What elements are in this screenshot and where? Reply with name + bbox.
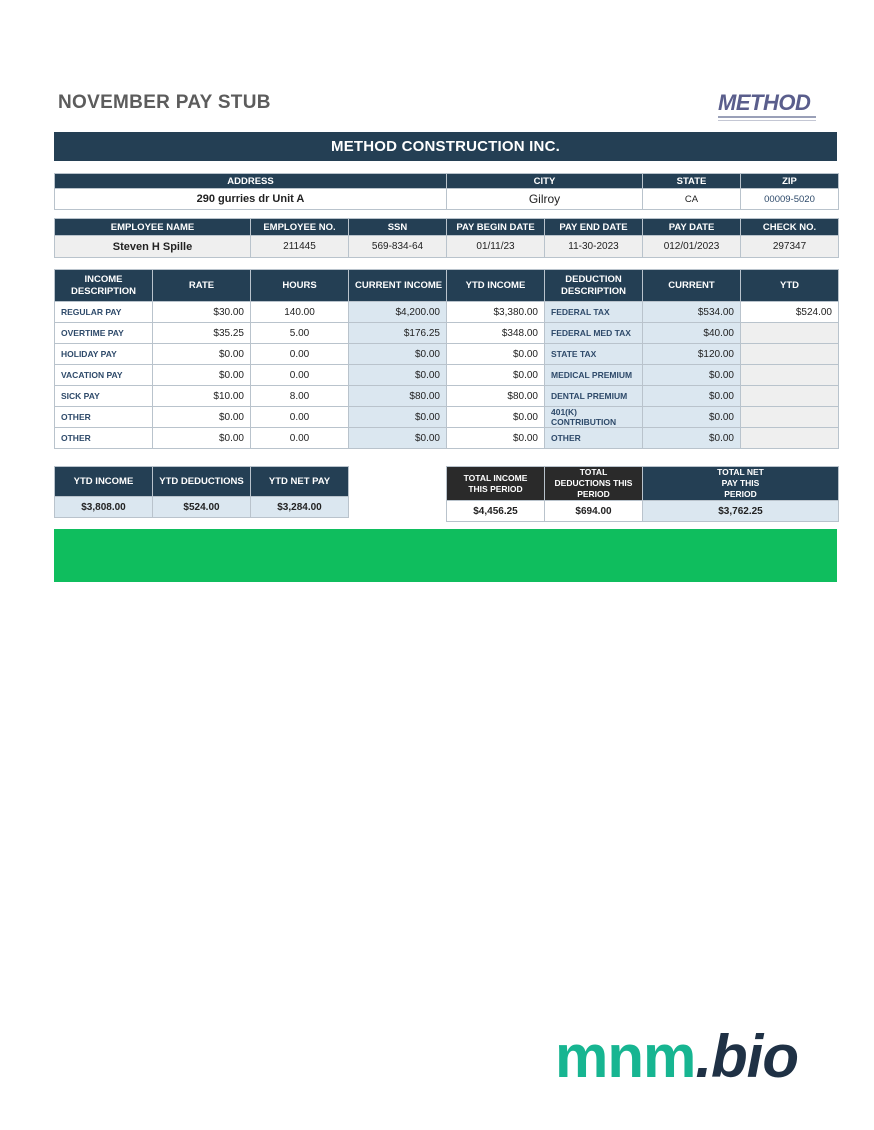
logo-underline [718,116,816,118]
employee-no-header: EMPLOYEE NO. [251,219,349,236]
ytd-income-value: $80.00 [447,386,545,407]
total-deductions-header: TOTAL DEDUCTIONS THIS PERIOD [545,467,643,501]
income-description: OTHER [55,428,153,449]
period-summary-table [446,466,839,522]
deduction-desc-header: DEDUCTION DESCRIPTION [545,270,643,302]
watermark-suffix: .bio [695,1023,798,1090]
rate-value: $35.25 [153,323,251,344]
watermark-main: mnm [555,1023,696,1090]
pay-end-value: 11-30-2023 [545,236,643,258]
table-row [55,344,839,365]
employee-name-header: EMPLOYEE NAME [55,219,251,236]
ytd-income-value: $348.00 [447,323,545,344]
ytd-income-summary-value: $3,808.00 [55,497,153,518]
ssn-value: 569-834-64 [349,236,447,258]
pay-begin-header: PAY BEGIN DATE [447,219,545,236]
current-deduction-value: $534.00 [643,302,741,323]
hours-value: 140.00 [251,302,349,323]
rate-value: $0.00 [153,365,251,386]
current-income-value: $0.00 [349,344,447,365]
table-row [55,386,839,407]
current-income-value: $80.00 [349,386,447,407]
current-income-value: $176.25 [349,323,447,344]
table-row [55,407,839,428]
hours-value: 0.00 [251,365,349,386]
ytd-income-value: $0.00 [447,344,545,365]
city-value: Gilroy [447,189,643,210]
ytd-income-summary-header: YTD INCOME [55,467,153,497]
ytd-net-pay-value: $3,284.00 [251,497,349,518]
ytd-deduction-value [741,323,839,344]
income-description: OVERTIME PAY [55,323,153,344]
address-table [54,173,839,210]
ytd-income-value: $0.00 [447,407,545,428]
table-row [55,365,839,386]
employee-no-value: 211445 [251,236,349,258]
green-footer-bar [54,529,837,582]
hours-value: 5.00 [251,323,349,344]
income-desc-header: INCOME DESCRIPTION [55,270,153,302]
state-header: STATE [643,174,741,189]
deduction-description: OTHER [545,428,643,449]
ssn-header: SSN [349,219,447,236]
zip-value: 00009-5020 [741,189,839,210]
ytd-deduction-value [741,344,839,365]
current-income-header: CURRENT INCOME [349,270,447,302]
deduction-description: STATE TAX [545,344,643,365]
total-deductions-value: $694.00 [545,501,643,522]
ytd-deduction-header: YTD [741,270,839,302]
income-description: REGULAR PAY [55,302,153,323]
company-logo [718,92,816,122]
ytd-deduction-value [741,407,839,428]
check-no-value: 297347 [741,236,839,258]
rate-value: $0.00 [153,407,251,428]
address-value: 290 gurries dr Unit A [55,189,447,210]
total-net-pay-header: TOTAL NET PAY THIS PERIOD [643,467,839,501]
ytd-income-header: YTD INCOME [447,270,545,302]
city-header: CITY [447,174,643,189]
ytd-deductions-value: $524.00 [153,497,251,518]
ytd-net-pay-header: YTD NET PAY [251,467,349,497]
hours-value: 8.00 [251,386,349,407]
rate-header: RATE [153,270,251,302]
page-title: NOVEMBER PAY STUB [58,92,271,113]
current-deduction-value: $0.00 [643,365,741,386]
income-description: SICK PAY [55,386,153,407]
income-description: HOLIDAY PAY [55,344,153,365]
hours-value: 0.00 [251,428,349,449]
current-deduction-value: $0.00 [643,428,741,449]
ytd-deductions-header: YTD DEDUCTIONS [153,467,251,497]
ytd-deduction-value [741,365,839,386]
rate-value: $0.00 [153,428,251,449]
ytd-income-value: $0.00 [447,428,545,449]
deduction-description: FEDERAL TAX [545,302,643,323]
ytd-summary-table [54,466,349,518]
rate-value: $30.00 [153,302,251,323]
total-income-header: TOTAL INCOME THIS PERIOD [447,467,545,501]
pay-date-value: 012/01/2023 [643,236,741,258]
employee-name-value: Steven H Spille [55,236,251,258]
current-income-value: $4,200.00 [349,302,447,323]
state-value: CA [643,189,741,210]
total-net-pay-value: $3,762.25 [643,501,839,522]
deduction-description: FEDERAL MED TAX [545,323,643,344]
pay-end-header: PAY END DATE [545,219,643,236]
watermark [555,1022,798,1092]
total-income-value: $4,456.25 [447,501,545,522]
table-row [55,302,839,323]
current-income-value: $0.00 [349,428,447,449]
current-deduction-header: CURRENT [643,270,741,302]
earnings-deductions-table [54,269,839,449]
ytd-deduction-value [741,386,839,407]
deduction-description: DENTAL PREMIUM [545,386,643,407]
current-deduction-value: $0.00 [643,386,741,407]
current-deduction-value: $40.00 [643,323,741,344]
rate-value: $0.00 [153,344,251,365]
income-description: OTHER [55,407,153,428]
table-row [55,428,839,449]
hours-value: 0.00 [251,344,349,365]
rate-value: $10.00 [153,386,251,407]
address-header: ADDRESS [55,174,447,189]
ytd-income-value: $0.00 [447,365,545,386]
ytd-deduction-value: $524.00 [741,302,839,323]
ytd-deduction-value [741,428,839,449]
income-description: VACATION PAY [55,365,153,386]
logo-underline-secondary [718,120,816,121]
hours-header: HOURS [251,270,349,302]
logo-text: METHOD [718,90,811,115]
deduction-description: MEDICAL PREMIUM [545,365,643,386]
pay-begin-value: 01/11/23 [447,236,545,258]
ytd-income-value: $3,380.00 [447,302,545,323]
deduction-description: 401(K) CONTRIBUTION [545,407,643,428]
hours-value: 0.00 [251,407,349,428]
company-name-banner: METHOD CONSTRUCTION INC. [54,132,837,161]
pay-date-header: PAY DATE [643,219,741,236]
current-income-value: $0.00 [349,407,447,428]
employee-table [54,218,839,258]
table-row [55,323,839,344]
current-deduction-value: $120.00 [643,344,741,365]
current-deduction-value: $0.00 [643,407,741,428]
current-income-value: $0.00 [349,365,447,386]
check-no-header: CHECK NO. [741,219,839,236]
zip-header: ZIP [741,174,839,189]
